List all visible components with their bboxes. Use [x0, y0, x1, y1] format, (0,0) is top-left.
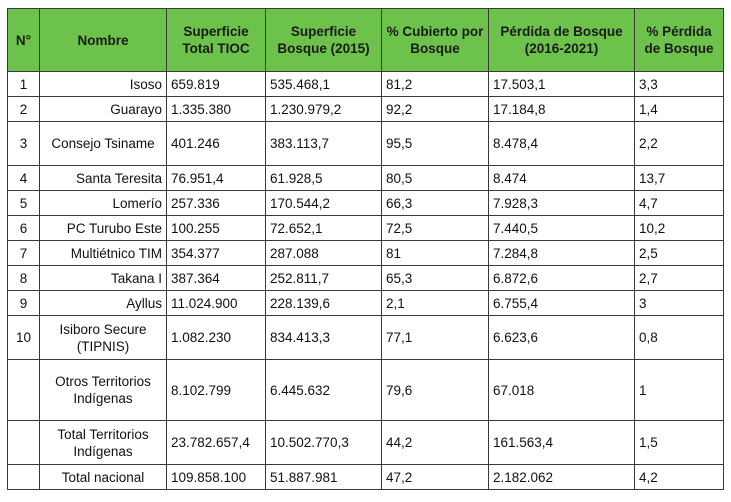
forest-cover-pct: 81,2 — [382, 72, 489, 97]
forest-area: 61.928,5 — [266, 166, 382, 191]
forest-area: 1.230.979,2 — [266, 97, 382, 122]
forest-loss-pct: 2,5 — [635, 241, 724, 266]
row-number — [8, 421, 40, 465]
table-row-total-national — [8, 465, 724, 490]
territory-name: Multiétnico TIM — [40, 241, 167, 266]
table-row — [8, 241, 724, 266]
territory-name: Lomerío — [40, 191, 167, 216]
row-number: 4 — [8, 166, 40, 191]
forest-loss-pct: 13,7 — [635, 166, 724, 191]
forest-loss-pct: 4,2 — [635, 465, 724, 490]
forest-loss-pct: 2,2 — [635, 122, 724, 166]
table-row-total-indigenous — [8, 421, 724, 465]
row-number: 10 — [8, 316, 40, 360]
table-row — [8, 166, 724, 191]
forest-loss: 2.182.062 — [489, 465, 635, 490]
total-area: 401.246 — [167, 122, 266, 166]
row-number: 8 — [8, 266, 40, 291]
forest-loss-table — [7, 8, 724, 490]
forest-area: 252.811,7 — [266, 266, 382, 291]
forest-loss: 8.478,4 — [489, 122, 635, 166]
header-cell: Superficie Total TIOC — [167, 9, 266, 72]
table-row — [8, 97, 724, 122]
territory-name: Otros Territorios Indígenas — [40, 360, 167, 421]
forest-loss-pct: 4,7 — [635, 191, 724, 216]
forest-area: 228.139,6 — [266, 291, 382, 316]
total-area: 109.858.100 — [167, 465, 266, 490]
table-row — [8, 216, 724, 241]
forest-loss: 67.018 — [489, 360, 635, 421]
forest-cover-pct: 81 — [382, 241, 489, 266]
header-row — [8, 9, 724, 72]
header-cell: Superficie Bosque (2015) — [266, 9, 382, 72]
table-row — [8, 291, 724, 316]
forest-cover-pct: 92,2 — [382, 97, 489, 122]
forest-cover-pct: 65,3 — [382, 266, 489, 291]
header-cell: % Cubierto por Bosque — [382, 9, 489, 72]
forest-loss: 7.284,8 — [489, 241, 635, 266]
forest-loss: 6.872,6 — [489, 266, 635, 291]
total-area: 8.102.799 — [167, 360, 266, 421]
forest-loss: 8.474 — [489, 166, 635, 191]
table-row — [8, 122, 724, 166]
forest-loss: 7.928,3 — [489, 191, 635, 216]
row-number: 7 — [8, 241, 40, 266]
forest-cover-pct: 47,2 — [382, 465, 489, 490]
table-row — [8, 360, 724, 421]
forest-loss: 6.755,4 — [489, 291, 635, 316]
row-number: 1 — [8, 72, 40, 97]
total-area: 100.255 — [167, 216, 266, 241]
total-area: 11.024.900 — [167, 291, 266, 316]
forest-area: 535.468,1 — [266, 72, 382, 97]
forest-area: 72.652,1 — [266, 216, 382, 241]
total-area: 76.951,4 — [167, 166, 266, 191]
total-area: 354.377 — [167, 241, 266, 266]
row-number: 3 — [8, 122, 40, 166]
forest-loss: 7.440,5 — [489, 216, 635, 241]
header-cell: Nombre — [40, 9, 167, 72]
table-row — [8, 266, 724, 291]
forest-loss-pct: 1,4 — [635, 97, 724, 122]
forest-loss-pct: 0,8 — [635, 316, 724, 360]
forest-loss-pct: 10,2 — [635, 216, 724, 241]
forest-area: 170.544,2 — [266, 191, 382, 216]
row-number — [8, 465, 40, 490]
total-area: 257.336 — [167, 191, 266, 216]
forest-loss-pct: 2,7 — [635, 266, 724, 291]
forest-area: 383.113,7 — [266, 122, 382, 166]
forest-loss: 6.623,6 — [489, 316, 635, 360]
forest-area: 51.887.981 — [266, 465, 382, 490]
forest-cover-pct: 44,2 — [382, 421, 489, 465]
table-row — [8, 316, 724, 360]
forest-cover-pct: 80,5 — [382, 166, 489, 191]
forest-area: 10.502.770,3 — [266, 421, 382, 465]
forest-cover-pct: 79,6 — [382, 360, 489, 421]
total-area: 659.819 — [167, 72, 266, 97]
territory-name: Isoso — [40, 72, 167, 97]
forest-cover-pct: 72,5 — [382, 216, 489, 241]
territory-name: PC Turubo Este — [40, 216, 167, 241]
forest-loss: 161.563,4 — [489, 421, 635, 465]
forest-loss: 17.184,8 — [489, 97, 635, 122]
row-number: 2 — [8, 97, 40, 122]
table-row — [8, 72, 724, 97]
table-row — [8, 191, 724, 216]
forest-loss-pct: 1 — [635, 360, 724, 421]
row-number — [8, 360, 40, 421]
territory-name: Isiboro Secure (TIPNIS) — [40, 316, 167, 360]
total-area: 387.364 — [167, 266, 266, 291]
forest-cover-pct: 2,1 — [382, 291, 489, 316]
row-number: 6 — [8, 216, 40, 241]
forest-cover-pct: 66,3 — [382, 191, 489, 216]
total-area: 1.082.230 — [167, 316, 266, 360]
row-number: 5 — [8, 191, 40, 216]
forest-cover-pct: 77,1 — [382, 316, 489, 360]
territory-name: Consejo Tsiname — [40, 122, 167, 166]
territory-name: Guarayo — [40, 97, 167, 122]
forest-cover-pct: 95,5 — [382, 122, 489, 166]
territory-name: Santa Teresita — [40, 166, 167, 191]
header-cell: % Pérdida de Bosque — [635, 9, 724, 72]
total-area: 23.782.657,4 — [167, 421, 266, 465]
forest-area: 6.445.632 — [266, 360, 382, 421]
territory-name: Ayllus — [40, 291, 167, 316]
header-cell: Pérdida de Bosque (2016-2021) — [489, 9, 635, 72]
territory-name: Total nacional — [40, 465, 167, 490]
forest-loss-pct: 1,5 — [635, 421, 724, 465]
total-area: 1.335.380 — [167, 97, 266, 122]
territory-name: Takana I — [40, 266, 167, 291]
territory-name: Total Territorios Indígenas — [40, 421, 167, 465]
forest-loss-pct: 3,3 — [635, 72, 724, 97]
forest-loss-pct: 3 — [635, 291, 724, 316]
forest-area: 834.413,3 — [266, 316, 382, 360]
forest-area: 287.088 — [266, 241, 382, 266]
header-cell: N° — [8, 9, 40, 72]
row-number: 9 — [8, 291, 40, 316]
forest-loss: 17.503,1 — [489, 72, 635, 97]
